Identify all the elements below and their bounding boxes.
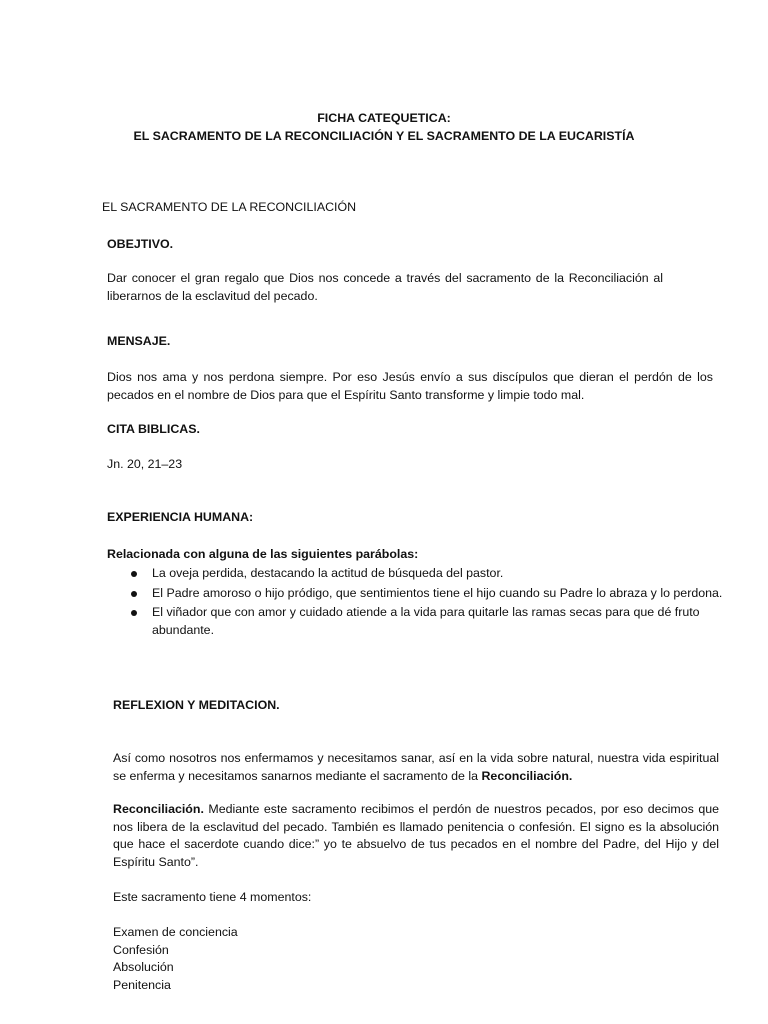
cita-text: Jn. 20, 21–23	[107, 457, 183, 471]
reflexion-p2-text: Mediante este sacramento recibimos el perdón de nuestros pecados, por eso decimos que nos libera de la esclavitud del pecado. También es llamado penitencia o confesión. El signo es la absolución que hace el sacerdote cuando dice:” yo te absuelvo de tus pecados en el nombre del Padre, del Hijo y del Espíritu Santo”.	[113, 802, 719, 869]
section-title: EL SACRAMENTO DE LA RECONCILIACIÓN	[102, 200, 357, 214]
momentos-list	[113, 924, 238, 994]
bullet-icon	[131, 591, 137, 597]
list-item: Examen de conciencia	[113, 925, 238, 939]
list-item-text: El viñador que con amor y cuidado atiende a la vida para quitarle las ramas secas para que dé fruto abundante.	[152, 605, 700, 637]
cita-heading: CITA BIBLICAS.	[107, 422, 200, 436]
title-line-2: EL SACRAMENTO DE LA RECONCILIACIÓN Y EL SACRAMENTO DE LA EUCARISTÍA	[133, 128, 635, 143]
objetivo-text: Dar conocer el gran regalo que Dios nos concede a través del sacramento de la Reconciliación al liberarnos de la esclavitud del pecado.	[107, 271, 663, 303]
reflexion-paragraph-2	[113, 801, 719, 871]
list-item: Absolución	[113, 960, 174, 974]
bullet-icon	[131, 610, 137, 616]
reflexion-p1-text: Así como nosotros nos enfermamos y necesitamos sanar, así en la vida sobre natural, nuestra vida espiritual se enferma y necesitamos sanarnos mediante el sacramento de la	[113, 751, 719, 783]
objetivo-heading: OBEJTIVO.	[107, 237, 174, 251]
bullet-icon	[131, 571, 137, 577]
list-item-text: El Padre amoroso o hijo pródigo, que sentimientos tiene el hijo cuando su Padre lo abraza y lo perdona.	[152, 585, 723, 600]
experiencia-subheading: Relacionada con alguna de las siguientes parábolas:	[107, 547, 419, 561]
list-item	[107, 565, 727, 583]
reflexion-paragraph-3: Este sacramento tiene 4 momentos:	[113, 890, 312, 904]
list-item	[107, 585, 727, 603]
reflexion-heading: REFLEXION Y MEDITACION.	[113, 698, 280, 712]
title-line-1: FICHA CATEQUETICA:	[317, 111, 451, 125]
list-item: Confesión	[113, 942, 169, 957]
mensaje-text: Dios nos ama y nos perdona siempre. Por eso Jesús envío a sus discípulos que dieran el perdón de los pecados en el nombre de Dios para que el Espíritu Santo transforme y limpie todo mal.	[107, 370, 713, 402]
list-item-text: La oveja perdida, destacando la actitud de búsqueda del pastor.	[152, 566, 504, 580]
document-title	[0, 110, 768, 145]
mensaje-heading: MENSAJE.	[107, 334, 171, 348]
reflexion-p2-bold: Reconciliación.	[113, 802, 204, 816]
reflexion-p1-bold: Reconciliación.	[481, 768, 573, 783]
parabolas-list	[107, 565, 727, 641]
list-item: Penitencia	[113, 977, 171, 992]
list-item	[107, 604, 727, 639]
reflexion-paragraph-1	[113, 750, 719, 785]
experiencia-heading: EXPERIENCIA HUMANA:	[107, 510, 254, 524]
